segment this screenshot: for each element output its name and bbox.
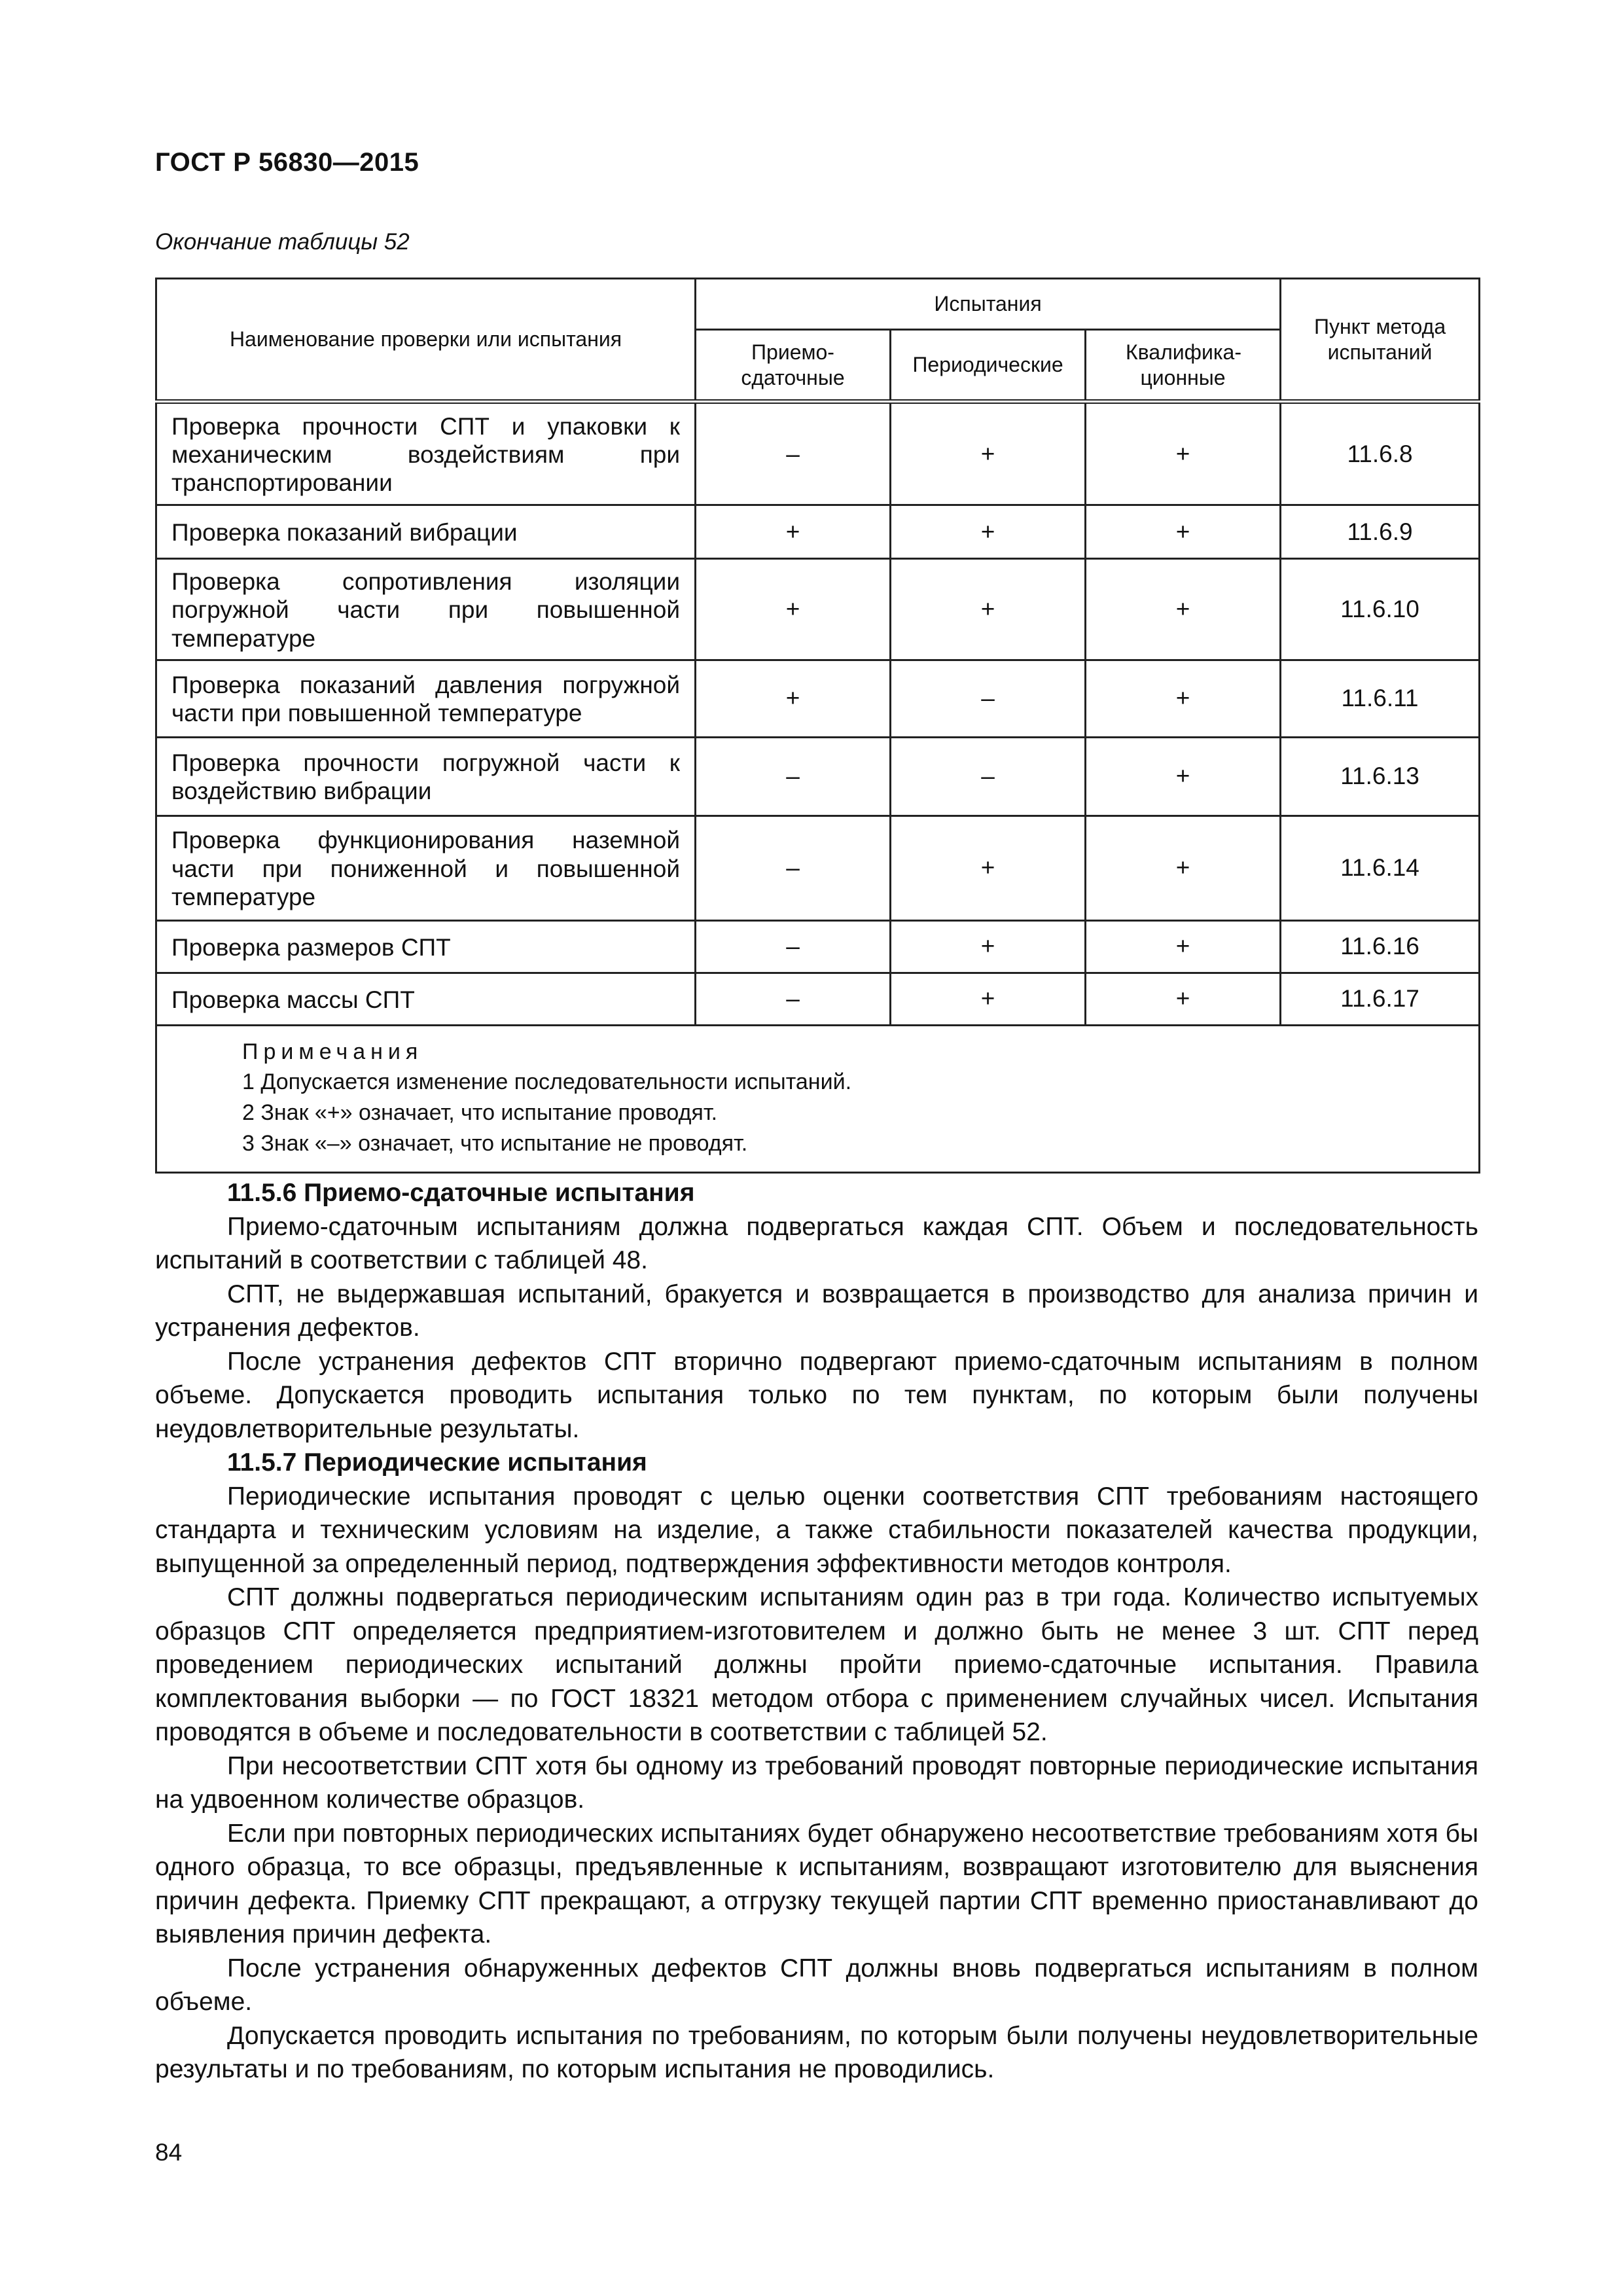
paragraph: После устранения обнаруженных дефектов СПТ должны вновь подвергаться испытаниям в полном объеме. (155, 1954, 1478, 2016)
header-name-col: Наименование проверки или испытания (156, 279, 696, 402)
header-tests-group: Испытания (696, 279, 1281, 330)
paragraph: СПТ должны подвергаться периодическим испытаниям один раз в три года. Количество испытуемых образцов СПТ определяется предприятием-изготовителем и должно быть не менее 3 шт. СПТ перед проведением периодических испытаний должны пройти приемо-сдаточные испытания. Правила комплектования выборки — по ГОСТ 18321 методом отбора с применением случайных чисел. Испытания проводятся в объеме и последовательности в соответствии с таблицей 52. (155, 1583, 1478, 1746)
row-acceptance: – (696, 816, 891, 920)
row-periodic: + (891, 559, 1086, 660)
row-acceptance: – (696, 920, 891, 973)
row-qualification: + (1086, 973, 1281, 1025)
row-acceptance: – (696, 973, 891, 1025)
row-qualification: + (1086, 920, 1281, 973)
body-text (155, 1176, 1478, 2087)
row-periodic: + (891, 816, 1086, 920)
row-method: 11.6.14 (1281, 816, 1480, 920)
row-method: 11.6.16 (1281, 920, 1480, 973)
row-periodic: – (891, 737, 1086, 816)
note-item: 2 Знак «+» означает, что испытание проводят. (242, 1100, 718, 1125)
row-method: 11.6.9 (1281, 505, 1480, 559)
row-acceptance: + (696, 559, 891, 660)
row-qualification: + (1086, 737, 1281, 816)
table-row (156, 402, 1480, 505)
table-row (156, 816, 1480, 920)
row-name: Проверка сопротивления изоляции погружной части при повышенной температуре (156, 559, 696, 660)
note-item: 1 Допускается изменение последовательности испытаний. (242, 1069, 852, 1095)
table-row (156, 920, 1480, 973)
tests-table (155, 278, 1480, 1174)
page-number: 84 (155, 2139, 183, 2166)
row-qualification: + (1086, 402, 1281, 505)
row-acceptance: – (696, 402, 891, 505)
row-periodic: + (891, 973, 1086, 1025)
header-method-col: Пункт метода испытаний (1281, 279, 1480, 402)
table-row (156, 973, 1480, 1025)
row-periodic: + (891, 920, 1086, 973)
row-qualification: + (1086, 505, 1281, 559)
paragraph: Допускается проводить испытания по требованиям, по которым были получены неудовлетворительные результаты и по требованиям, по которым испытания не проводились. (155, 2021, 1478, 2083)
table-row (156, 660, 1480, 737)
row-qualification: + (1086, 559, 1281, 660)
header-acceptance: Приемо-сдаточные (696, 330, 891, 402)
paragraph: При несоответствии СПТ хотя бы одному из требований проводят повторные периодические испытания на удвоенном количестве образцов. (155, 1751, 1478, 1814)
paragraph: После устранения дефектов СПТ вторично подвергают приемо-сдаточным испытаниям в полном объеме. Допускается проводить испытания только по тем пунктам, по которым были получены неудовлетворительные результаты. (155, 1347, 1478, 1443)
table-row (156, 505, 1480, 559)
notes-title: Примечания (242, 1039, 423, 1064)
paragraph: Периодические испытания проводят с целью оценки соответствия СПТ требованиям настоящего стандарта и техническим условиям на изделие, а также стабильности показателей качества продукции, выпущенной за определенный период, подтверждения эффективности методов контроля. (155, 1482, 1478, 1578)
row-method: 11.6.11 (1281, 660, 1480, 737)
row-acceptance: – (696, 737, 891, 816)
row-name: Проверка показаний давления погружной части при повышенной температуре (156, 660, 696, 737)
row-name: Проверка функционирования наземной части при пониженной и повышенной температуре (156, 816, 696, 920)
row-name: Проверка массы СПТ (156, 973, 696, 1025)
row-method: 11.6.8 (1281, 402, 1480, 505)
row-method: 11.6.10 (1281, 559, 1480, 660)
row-name: Проверка прочности СПТ и упаковки к механическим воздействиям при транспортировании (156, 402, 696, 505)
section-heading-11-5-6: 11.5.6 Приемо-сдаточные испытания (227, 1179, 695, 1207)
paragraph: СПТ, не выдержавшая испытаний, бракуется и возвращается в производство для анализа причин и устранения дефектов. (155, 1280, 1478, 1342)
row-name: Проверка размеров СПТ (156, 920, 696, 973)
section-heading-11-5-7: 11.5.7 Периодические испытания (227, 1448, 647, 1477)
row-qualification: + (1086, 816, 1281, 920)
row-periodic: + (891, 402, 1086, 505)
document-header: ГОСТ Р 56830—2015 (155, 148, 419, 177)
paragraph: Приемо-сдаточным испытаниям должна подвергаться каждая СПТ. Объем и последовательность испытаний в соответствии с таблицей 48. (155, 1212, 1478, 1274)
table-row (156, 559, 1480, 660)
note-item: 3 Знак «–» означает, что испытание не проводят. (242, 1130, 748, 1156)
row-acceptance: + (696, 505, 891, 559)
row-name: Проверка показаний вибрации (156, 505, 696, 559)
table-caption: Окончание таблицы 52 (155, 229, 410, 255)
table-row (156, 737, 1480, 816)
paragraph: Если при повторных периодических испытаниях будет обнаружено несоответствие требованиям хотя бы одного образца, то все образцы, предъявленные к испытаниям, возвращают изготовителю для выяснения причин дефекта. Приемку СПТ прекращают, а отгрузку текущей партии СПТ временно приостанавливают до выявления причин дефекта. (155, 1819, 1478, 1948)
row-acceptance: + (696, 660, 891, 737)
header-qualification: Квалифика-ционные (1086, 330, 1281, 402)
row-method: 11.6.13 (1281, 737, 1480, 816)
row-qualification: + (1086, 660, 1281, 737)
row-periodic: – (891, 660, 1086, 737)
row-method: 11.6.17 (1281, 973, 1480, 1025)
table-notes (156, 1025, 1480, 1172)
row-name: Проверка прочности погружной части к воздействию вибрации (156, 737, 696, 816)
row-periodic: + (891, 505, 1086, 559)
header-periodic: Периодические (891, 330, 1086, 402)
